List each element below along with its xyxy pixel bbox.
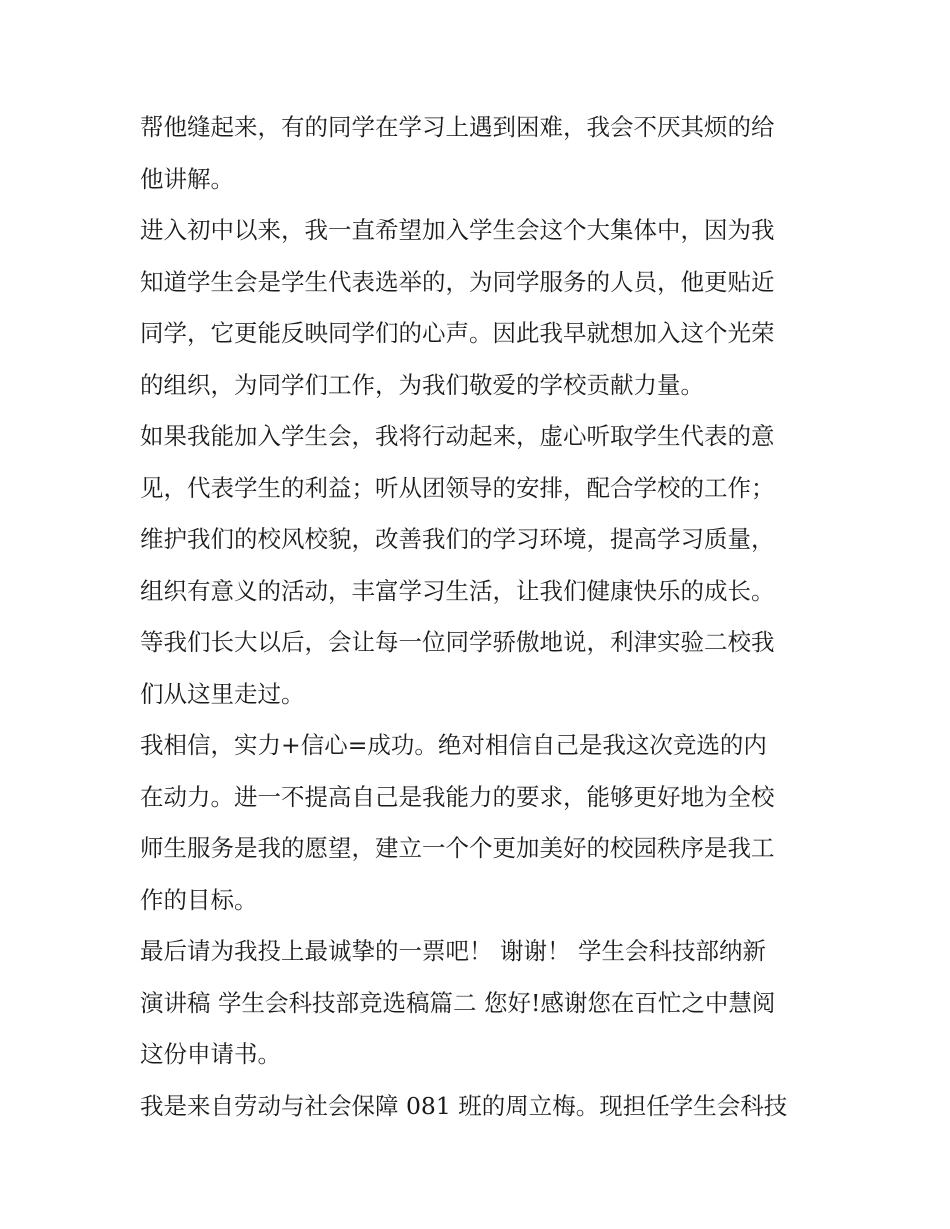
- text-line: 们从这里走过。: [140, 679, 305, 708]
- text-line: 进入初中以来，我一直希望加入学生会这个大集体中，因为我: [140, 216, 775, 244]
- text-line: 见，代表学生的利益；听从团领导的安排，配合学校的工作；: [140, 473, 775, 502]
- text-line: 组织有意义的活动，丰富学习生活，让我们健康快乐的成长。: [140, 576, 775, 605]
- text-line: 等我们长大以后，会让每一位同学骄傲地说，利津实验二校我: [140, 628, 775, 656]
- paragraph: [140, 926, 820, 1081]
- text-line: 最后请为我投上最诚挚的一票吧！ 谢谢！ 学生会科技部纳新: [140, 937, 766, 965]
- text-line: 演讲稿 学生会科技部竞选稿篇二 您好!感谢您在百忙之中慧阅: [140, 988, 776, 1017]
- text-line: 作的目标。: [140, 885, 258, 914]
- document-body: [140, 102, 820, 1132]
- text-line: 如果我能加入学生会，我将行动起来，虚心听取学生代表的意: [140, 422, 775, 450]
- text-line: 知道学生会是学生代表选举的，为同学服务的人员，他更贴近: [140, 267, 775, 296]
- paragraph: [140, 102, 820, 205]
- text-line: 这份申请书。: [140, 1040, 281, 1068]
- text-line: 同学，它更能反映同学们的心声。因此我早就想加入这个光荣: [140, 319, 775, 347]
- paragraph: [140, 720, 820, 926]
- paragraph: [140, 411, 820, 720]
- text-line: 维护我们的校风校貌，改善我们的学习环境，提高学习质量，: [140, 525, 775, 553]
- text-line: 我是来自劳动与社会保障 081 班的周立梅。现担任学生会科技: [140, 1091, 788, 1120]
- paragraph: [140, 205, 820, 411]
- text-line: 的组织，为同学们工作，为我们敬爱的学校贡献力量。: [140, 370, 704, 399]
- text-line: 师生服务是我的愿望，建立一个个更加美好的校园秩序是我工: [140, 834, 775, 862]
- text-line: 我相信，实力+信心=成功。绝对相信自己是我这次竞选的内: [140, 731, 767, 759]
- text-line: 帮他缝起来，有的同学在学习上遇到困难，我会不厌其烦的给: [140, 113, 775, 141]
- text-line: 在动力。进一不提高自己是我能力的要求，能够更好地为全校: [140, 782, 775, 811]
- paragraph: [140, 1081, 820, 1133]
- text-line: 他讲解。: [140, 164, 234, 193]
